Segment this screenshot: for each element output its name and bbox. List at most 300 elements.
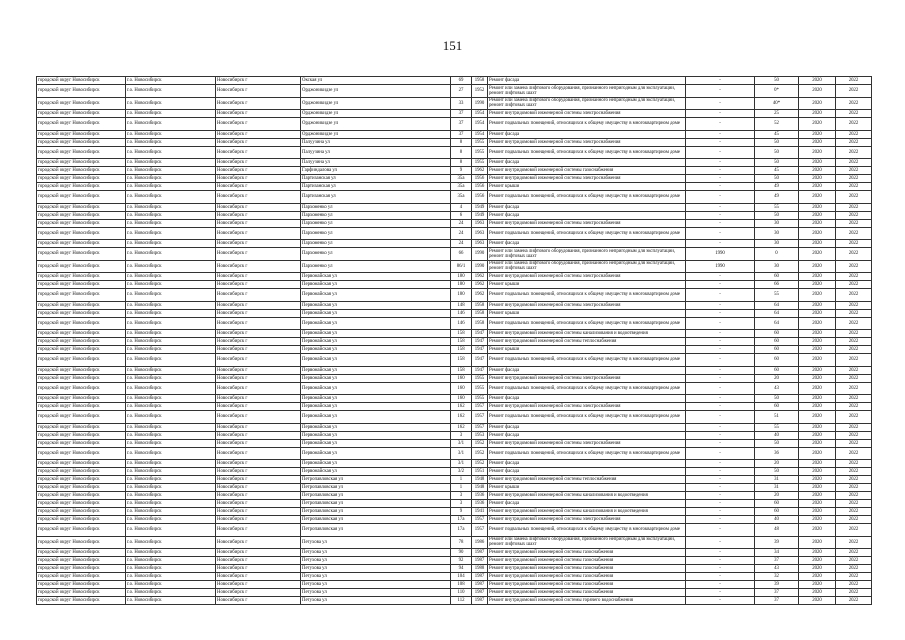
cell-work-type: Ремонт или замена лифтового оборудования, признанного непригодным для эксплуатации, ремонт лифтовых шахт	[488, 260, 686, 273]
cell-wear-percent: 30	[755, 260, 799, 273]
cell-construction-year: 1954	[472, 110, 488, 118]
cell-street: Петухова ул	[301, 549, 451, 557]
cell-settlement: г.о. Новосибирск	[126, 219, 216, 227]
cell-plan-year-start: 2020	[799, 354, 836, 367]
cell-municipality: городской округ Новосибирск	[37, 411, 126, 424]
cell-municipality: городской округ Новосибирск	[37, 281, 126, 289]
cell-settlement: г.о. Новосибирск	[126, 85, 216, 98]
table-row	[37, 508, 872, 516]
cell-cost: -	[686, 146, 755, 159]
cell-house-number: 92	[451, 557, 472, 565]
cell-street: Окская ул	[301, 77, 451, 85]
cell-house-number: 158	[451, 366, 472, 374]
cell-plan-year-start: 2020	[799, 248, 836, 261]
cell-wear-percent: 50	[755, 77, 799, 85]
cell-plan-year-start: 2020	[799, 581, 836, 589]
cell-locality: Новосибирск г	[216, 366, 301, 374]
cell-wear-percent: 49	[755, 183, 799, 191]
cell-street: Первомайская ул	[301, 273, 451, 281]
cell-construction-year: 1987	[472, 557, 488, 565]
cell-construction-year: 1963	[472, 240, 488, 248]
cell-plan-year-end: 2022	[836, 167, 872, 175]
table-row	[37, 460, 872, 468]
cell-cost: -	[686, 191, 755, 204]
cell-wear-percent: 39	[755, 581, 799, 589]
cell-settlement: г.о. Новосибирск	[126, 227, 216, 240]
cell-construction-year: 1962	[472, 167, 488, 175]
cell-plan-year-end: 2022	[836, 130, 872, 138]
cell-municipality: городской округ Новосибирск	[37, 317, 126, 330]
cell-cost: -	[686, 289, 755, 302]
cell-settlement: г.о. Новосибирск	[126, 524, 216, 537]
cell-work-type: Ремонт внутридомовой инженерной системы газоснабжения	[488, 573, 686, 581]
cell-settlement: г.о. Новосибирск	[126, 476, 216, 484]
cell-wear-percent: 50	[755, 138, 799, 146]
cell-locality: Новосибирск г	[216, 317, 301, 330]
cell-house-number: 3	[451, 431, 472, 439]
cell-cost: -	[686, 431, 755, 439]
cell-cost: -	[686, 403, 755, 411]
cell-locality: Новосибирск г	[216, 309, 301, 317]
cell-construction-year: 1962	[472, 281, 488, 289]
table-row	[37, 309, 872, 317]
cell-work-type: Ремонт подвальных помещений, относящихся к общему имуществу в многоквартирном доме	[488, 317, 686, 330]
cell-street: Первомайская ул	[301, 289, 451, 302]
cell-municipality: городской округ Новосибирск	[37, 301, 126, 309]
cell-construction-year: 1947	[472, 330, 488, 338]
cell-wear-percent: 55	[755, 423, 799, 431]
table-row	[37, 248, 872, 261]
cell-street: Петухова ул	[301, 573, 451, 581]
cell-plan-year-start: 2020	[799, 374, 836, 382]
cell-house-number: 90	[451, 549, 472, 557]
cell-house-number: 1	[451, 476, 472, 484]
cell-street: Петропавловская ул	[301, 484, 451, 492]
cell-plan-year-end: 2022	[836, 118, 872, 131]
cell-house-number: 24	[451, 240, 472, 248]
cell-municipality: городской округ Новосибирск	[37, 395, 126, 403]
cell-municipality: городской округ Новосибирск	[37, 138, 126, 146]
cell-plan-year-end: 2022	[836, 159, 872, 167]
cell-municipality: городской округ Новосибирск	[37, 130, 126, 138]
cell-construction-year: 1954	[472, 130, 488, 138]
cell-plan-year-end: 2022	[836, 508, 872, 516]
table-row	[37, 411, 872, 424]
cell-plan-year-start: 2020	[799, 77, 836, 85]
cell-locality: Новосибирск г	[216, 227, 301, 240]
cell-house-number: 94	[451, 565, 472, 573]
cell-settlement: г.о. Новосибирск	[126, 460, 216, 468]
cell-municipality: городской округ Новосибирск	[37, 211, 126, 219]
cell-wear-percent: 30	[755, 240, 799, 248]
cell-construction-year: 1956	[472, 191, 488, 204]
cell-plan-year-end: 2022	[836, 536, 872, 549]
cell-plan-year-start: 2020	[799, 281, 836, 289]
cell-settlement: г.о. Новосибирск	[126, 354, 216, 367]
table-row	[37, 317, 872, 330]
cell-cost: -	[686, 589, 755, 597]
cell-municipality: городской округ Новосибирск	[37, 597, 126, 605]
cell-street: Первомайская ул	[301, 447, 451, 460]
cell-locality: Новосибирск г	[216, 589, 301, 597]
cell-house-number: 148	[451, 301, 472, 309]
cell-municipality: городской округ Новосибирск	[37, 589, 126, 597]
cell-construction-year: 1987	[472, 589, 488, 597]
cell-cost: -	[686, 565, 755, 573]
cell-municipality: городской округ Новосибирск	[37, 97, 126, 110]
cell-street: Первомайская ул	[301, 411, 451, 424]
cell-settlement: г.о. Новосибирск	[126, 330, 216, 338]
cell-construction-year: 1987	[472, 581, 488, 589]
cell-municipality: городской округ Новосибирск	[37, 565, 126, 573]
cell-plan-year-start: 2020	[799, 175, 836, 183]
cell-construction-year: 1936	[472, 500, 488, 508]
cell-work-type: Ремонт внутридомовой инженерной системы канализования и водоотведения	[488, 508, 686, 516]
table-row	[37, 330, 872, 338]
cell-cost: -	[686, 281, 755, 289]
cell-wear-percent: 50	[755, 211, 799, 219]
table-row	[37, 565, 872, 573]
cell-plan-year-end: 2022	[836, 191, 872, 204]
cell-municipality: городской округ Новосибирск	[37, 260, 126, 273]
cell-construction-year: 1954	[472, 118, 488, 131]
cell-municipality: городской округ Новосибирск	[37, 447, 126, 460]
cell-plan-year-end: 2022	[836, 492, 872, 500]
cell-plan-year-end: 2022	[836, 411, 872, 424]
cell-municipality: городской округ Новосибирск	[37, 439, 126, 447]
cell-cost: -	[686, 382, 755, 395]
cell-work-type: Ремонт внутридомовой инженерной системы канализования и водоотведения	[488, 330, 686, 338]
table-row	[37, 366, 872, 374]
cell-municipality: городской округ Новосибирск	[37, 203, 126, 211]
cell-construction-year: 1987	[472, 597, 488, 605]
cell-house-number: 162	[451, 423, 472, 431]
cell-cost: -	[686, 203, 755, 211]
table-row	[37, 439, 872, 447]
cell-plan-year-start: 2020	[799, 476, 836, 484]
cell-plan-year-end: 2022	[836, 468, 872, 476]
cell-work-type: Ремонт внутридомовой инженерной системы газоснабжения	[488, 167, 686, 175]
cell-street: Петропавловская ул	[301, 516, 451, 524]
cell-construction-year: 1987	[472, 549, 488, 557]
cell-plan-year-end: 2022	[836, 447, 872, 460]
cell-house-number: 8	[451, 159, 472, 167]
cell-municipality: городской округ Новосибирск	[37, 338, 126, 346]
cell-locality: Новосибирск г	[216, 273, 301, 281]
cell-plan-year-end: 2022	[836, 484, 872, 492]
cell-plan-year-end: 2022	[836, 338, 872, 346]
cell-work-type: Ремонт внутридомовой инженерной системы электроснабжения	[488, 374, 686, 382]
cell-street: Палуузина ул	[301, 138, 451, 146]
cell-municipality: городской округ Новосибирск	[37, 289, 126, 302]
cell-construction-year: 1948	[472, 484, 488, 492]
cell-municipality: городской округ Новосибирск	[37, 273, 126, 281]
cell-cost: -	[686, 460, 755, 468]
cell-plan-year-start: 2020	[799, 203, 836, 211]
cell-construction-year: 1951	[472, 468, 488, 476]
cell-work-type: Ремонт внутридомовой инженерной системы теплоснабжения	[488, 476, 686, 484]
cell-cost: -	[686, 219, 755, 227]
cell-plan-year-end: 2022	[836, 301, 872, 309]
cell-cost: -	[686, 110, 755, 118]
cell-settlement: г.о. Новосибирск	[126, 175, 216, 183]
cell-settlement: г.о. Новосибирск	[126, 130, 216, 138]
cell-plan-year-start: 2020	[799, 403, 836, 411]
cell-plan-year-start: 2020	[799, 289, 836, 302]
cell-plan-year-end: 2022	[836, 549, 872, 557]
cell-construction-year: 1988	[472, 565, 488, 573]
cell-street: Первомайская ул	[301, 431, 451, 439]
cell-work-type: Ремонт крыши	[488, 183, 686, 191]
cell-work-type: Ремонт подвальных помещений, относящихся к общему имуществу в многоквартирном доме	[488, 411, 686, 424]
cell-municipality: городской округ Новосибирск	[37, 366, 126, 374]
cell-plan-year-end: 2022	[836, 227, 872, 240]
cell-cost: -	[686, 175, 755, 183]
cell-plan-year-end: 2022	[836, 500, 872, 508]
cell-house-number: 8	[451, 138, 472, 146]
table-row	[37, 423, 872, 431]
cell-work-type: Ремонт крыши	[488, 281, 686, 289]
table-row	[37, 203, 872, 211]
cell-wear-percent: 40	[755, 431, 799, 439]
cell-settlement: г.о. Новосибирск	[126, 118, 216, 131]
cell-cost: -	[686, 573, 755, 581]
cell-plan-year-start: 2020	[799, 366, 836, 374]
cell-wear-percent: 30	[755, 227, 799, 240]
table-row	[37, 476, 872, 484]
cell-house-number: 180	[451, 273, 472, 281]
cell-work-type: Ремонт фасада	[488, 500, 686, 508]
cell-house-number: 24	[451, 219, 472, 227]
cell-street: Палуузина ул	[301, 146, 451, 159]
cell-locality: Новосибирск г	[216, 191, 301, 204]
cell-settlement: г.о. Новосибирск	[126, 549, 216, 557]
cell-plan-year-start: 2020	[799, 97, 836, 110]
cell-house-number: 158	[451, 354, 472, 367]
cell-construction-year: 1952	[472, 447, 488, 460]
cell-locality: Новосибирск г	[216, 573, 301, 581]
cell-settlement: г.о. Новосибирск	[126, 289, 216, 302]
cell-plan-year-start: 2020	[799, 138, 836, 146]
cell-work-type: Ремонт внутридомовой инженерной системы электроснабжения	[488, 301, 686, 309]
cell-settlement: г.о. Новосибирск	[126, 301, 216, 309]
cell-wear-percent: 55	[755, 203, 799, 211]
cell-plan-year-end: 2022	[836, 203, 872, 211]
cell-plan-year-start: 2020	[799, 240, 836, 248]
cell-street: Первомайская ул	[301, 301, 451, 309]
cell-plan-year-start: 2020	[799, 317, 836, 330]
cell-municipality: городской округ Новосибирск	[37, 382, 126, 395]
cell-settlement: г.о. Новосибирск	[126, 138, 216, 146]
cell-locality: Новосибирск г	[216, 289, 301, 302]
cell-house-number: 37	[451, 110, 472, 118]
cell-wear-percent: 60	[755, 366, 799, 374]
cell-street: Петухова ул	[301, 565, 451, 573]
cell-settlement: г.о. Новосибирск	[126, 492, 216, 500]
cell-locality: Новосибирск г	[216, 301, 301, 309]
cell-municipality: городской округ Новосибирск	[37, 330, 126, 338]
cell-work-type: Ремонт внутридомовой инженерной системы газоснабжения	[488, 581, 686, 589]
cell-wear-percent: 64	[755, 301, 799, 309]
cell-municipality: городской округ Новосибирск	[37, 110, 126, 118]
cell-work-type: Ремонт крыши	[488, 484, 686, 492]
cell-house-number: 35а	[451, 183, 472, 191]
cell-street: Первомайская ул	[301, 468, 451, 476]
cell-wear-percent: 50	[755, 175, 799, 183]
cell-plan-year-start: 2020	[799, 191, 836, 204]
table-row	[37, 97, 872, 110]
cell-locality: Новосибирск г	[216, 500, 301, 508]
table-row	[37, 260, 872, 273]
cell-settlement: г.о. Новосибирск	[126, 500, 216, 508]
cell-street: Партизанская ул	[301, 175, 451, 183]
cell-street: Первомайская ул	[301, 382, 451, 395]
table-row	[37, 130, 872, 138]
cell-plan-year-end: 2022	[836, 77, 872, 85]
cell-wear-percent: 37	[755, 597, 799, 605]
cell-cost: -	[686, 346, 755, 354]
cell-construction-year: 1936	[472, 492, 488, 500]
cell-locality: Новосибирск г	[216, 138, 301, 146]
cell-cost: -	[686, 366, 755, 374]
cell-street: Орджоникидзе ул	[301, 110, 451, 118]
table-row	[37, 227, 872, 240]
cell-plan-year-start: 2020	[799, 492, 836, 500]
cell-street: Пархоменко ул	[301, 240, 451, 248]
cell-municipality: городской округ Новосибирск	[37, 557, 126, 565]
cell-plan-year-end: 2022	[836, 260, 872, 273]
cell-settlement: г.о. Новосибирск	[126, 191, 216, 204]
cell-wear-percent: 43	[755, 382, 799, 395]
cell-plan-year-start: 2020	[799, 411, 836, 424]
cell-work-type: Ремонт внутридомовой инженерной системы электроснабжения	[488, 439, 686, 447]
table-row	[37, 219, 872, 227]
cell-cost: -	[686, 227, 755, 240]
cell-work-type: Ремонт внутридомовой инженерной системы теплоснабжения	[488, 338, 686, 346]
cell-cost: -	[686, 301, 755, 309]
cell-settlement: г.о. Новосибирск	[126, 484, 216, 492]
cell-settlement: г.о. Новосибирск	[126, 110, 216, 118]
cell-street: Первомайская ул	[301, 354, 451, 367]
cell-construction-year: 1955	[472, 146, 488, 159]
table-row	[37, 346, 872, 354]
cell-locality: Новосибирск г	[216, 167, 301, 175]
cell-house-number: 146	[451, 317, 472, 330]
cell-plan-year-end: 2022	[836, 309, 872, 317]
cell-plan-year-start: 2020	[799, 447, 836, 460]
cell-locality: Новосибирск г	[216, 175, 301, 183]
cell-municipality: городской округ Новосибирск	[37, 77, 126, 85]
cell-street: Петухова ул	[301, 597, 451, 605]
cell-plan-year-end: 2022	[836, 524, 872, 537]
cell-wear-percent: 31	[755, 476, 799, 484]
cell-street: Первомайская ул	[301, 395, 451, 403]
cell-cost: -	[686, 484, 755, 492]
cell-locality: Новосибирск г	[216, 183, 301, 191]
cell-cost: -	[686, 138, 755, 146]
cell-locality: Новосибирск г	[216, 354, 301, 367]
cell-cost: -	[686, 273, 755, 281]
cell-wear-percent: 31	[755, 484, 799, 492]
cell-settlement: г.о. Новосибирск	[126, 431, 216, 439]
cell-municipality: городской округ Новосибирск	[37, 468, 126, 476]
cell-plan-year-end: 2022	[836, 374, 872, 382]
cell-wear-percent: 40	[755, 516, 799, 524]
cell-house-number: 35а	[451, 191, 472, 204]
cell-house-number: 6	[451, 211, 472, 219]
table-row	[37, 175, 872, 183]
cell-municipality: городской округ Новосибирск	[37, 167, 126, 175]
cell-street: Гарфиндалова ул	[301, 167, 451, 175]
cell-plan-year-start: 2020	[799, 346, 836, 354]
table-row	[37, 338, 872, 346]
cell-plan-year-start: 2020	[799, 508, 836, 516]
cell-street: Партизанская ул	[301, 183, 451, 191]
cell-plan-year-end: 2022	[836, 219, 872, 227]
cell-street: Пархоменко ул	[301, 260, 451, 273]
cell-cost: -	[686, 492, 755, 500]
cell-plan-year-start: 2020	[799, 183, 836, 191]
cell-street: Петропавловская ул	[301, 500, 451, 508]
table-row	[37, 110, 872, 118]
cell-construction-year: 1956	[472, 175, 488, 183]
cell-municipality: городской округ Новосибирск	[37, 403, 126, 411]
cell-cost: -	[686, 508, 755, 516]
cell-wear-percent: 40*	[755, 97, 799, 110]
cell-street: Орджоникидзе ул	[301, 85, 451, 98]
cell-plan-year-end: 2022	[836, 289, 872, 302]
cell-work-type: Ремонт или замена лифтового оборудования, признанного непригодным для эксплуатации, ремонт лифтовых шахт	[488, 97, 686, 110]
cell-locality: Новосибирск г	[216, 130, 301, 138]
table-body	[37, 77, 872, 605]
cell-street: Первомайская ул	[301, 346, 451, 354]
cell-wear-percent: 60	[755, 346, 799, 354]
cell-house-number: 24	[451, 227, 472, 240]
cell-work-type: Ремонт фасада	[488, 395, 686, 403]
cell-work-type: Ремонт внутридомовой инженерной системы канализования и водоотведения	[488, 492, 686, 500]
cell-work-type: Ремонт внутридомовой инженерной системы электроснабжения	[488, 175, 686, 183]
cell-cost: -	[686, 423, 755, 431]
table-row	[37, 597, 872, 605]
table-row	[37, 273, 872, 281]
cell-plan-year-end: 2022	[836, 354, 872, 367]
cell-work-type: Ремонт фасада	[488, 77, 686, 85]
cell-plan-year-end: 2022	[836, 183, 872, 191]
cell-plan-year-end: 2022	[836, 439, 872, 447]
cell-plan-year-end: 2022	[836, 211, 872, 219]
cell-wear-percent: 34	[755, 549, 799, 557]
cell-plan-year-start: 2020	[799, 536, 836, 549]
cell-locality: Новосибирск г	[216, 203, 301, 211]
cell-work-type: Ремонт подвальных помещений, относящихся к общему имуществу в многоквартирном доме	[488, 447, 686, 460]
cell-street: Первомайская ул	[301, 281, 451, 289]
cell-work-type: Ремонт фасада	[488, 460, 686, 468]
cell-locality: Новосибирск г	[216, 557, 301, 565]
cell-municipality: городской округ Новосибирск	[37, 492, 126, 500]
cell-municipality: городской округ Новосибирск	[37, 346, 126, 354]
cell-plan-year-start: 2020	[799, 597, 836, 605]
table-row	[37, 573, 872, 581]
cell-plan-year-end: 2022	[836, 597, 872, 605]
cell-construction-year: 1955	[472, 138, 488, 146]
cell-settlement: г.о. Новосибирск	[126, 423, 216, 431]
cell-municipality: городской округ Новосибирск	[37, 219, 126, 227]
cell-work-type: Ремонт внутридомовой инженерной системы электроснабжения	[488, 273, 686, 281]
cell-construction-year: 1947	[472, 346, 488, 354]
cell-construction-year: 1958	[472, 301, 488, 309]
cell-settlement: г.о. Новосибирск	[126, 565, 216, 573]
cell-wear-percent: 64	[755, 309, 799, 317]
